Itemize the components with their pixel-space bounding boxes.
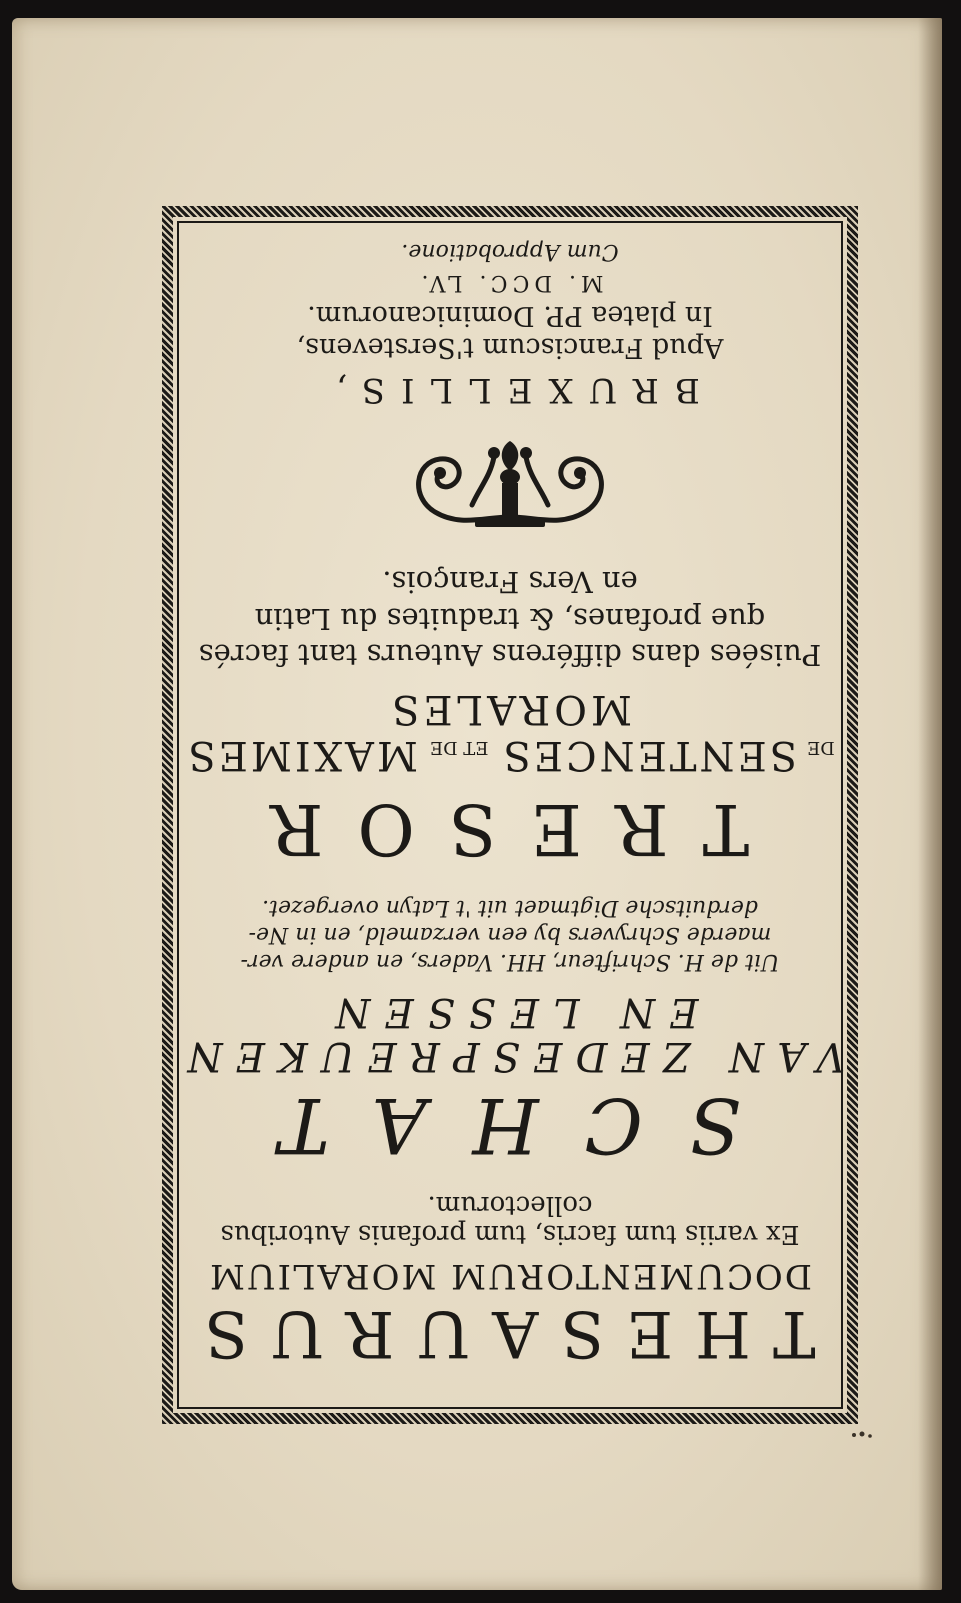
french-sentences: SENTENCES: [500, 731, 798, 778]
french-de: DE: [807, 736, 835, 758]
imprint-location: In platea PP. Dominicanorum.: [307, 299, 713, 331]
french-description-line-3: en Vers François.: [382, 565, 638, 600]
latin-title: THESAURUS: [182, 1296, 816, 1370]
ink-speck-mark: [848, 1428, 878, 1442]
dutch-subtitle-line-1: VAN ZEDESPREUKEN: [174, 1032, 846, 1079]
imprint-city: BRUXELLIS,: [320, 369, 700, 410]
french-description-line-1: Puisées dans différens Auteurs tant facrés: [198, 637, 822, 672]
french-title: TRESOR: [236, 788, 750, 871]
french-maximes: MAXIMES: [185, 731, 418, 778]
dutch-description-line-3: derduitsche Digtmaet uit 't Latyn overgezet.: [262, 894, 758, 920]
french-morales: MORALES: [388, 685, 632, 732]
imprint-approval: Cum Approbatione.: [401, 239, 619, 265]
fleuron-ornament-icon: [390, 437, 630, 537]
dutch-description-line-2: maerde Schryvers by een verzameld, en in Ne-: [248, 921, 772, 947]
dutch-title: SCHAT: [233, 1080, 741, 1170]
latin-description-line-1: Ex variis tum facris, tum profanis Autoribus: [220, 1219, 800, 1250]
gutter-shadow: [918, 18, 942, 1590]
french-et-de: ET DE: [429, 736, 489, 758]
latin-subtitle: DOCUMENTORUM MORALIUM: [208, 1255, 812, 1296]
imprint-year: M. DCC. LV.: [416, 270, 604, 296]
latin-description-line-2: collectorum.: [427, 1189, 593, 1220]
title-page-frame: [162, 206, 858, 1424]
imprint-printer: Apud Franciscum t'Serstevens,: [296, 331, 724, 363]
title-page-content: [174, 228, 846, 1402]
french-description-line-2: que profanes, & traduites du Latin: [254, 601, 766, 636]
french-subtitle-row: [185, 732, 834, 778]
dutch-subtitle-line-2: EN LESSEN: [321, 988, 699, 1035]
dutch-description-line-1: Uit de H. Schrifteur, HH. Vaders, en andere ver-: [240, 948, 780, 974]
